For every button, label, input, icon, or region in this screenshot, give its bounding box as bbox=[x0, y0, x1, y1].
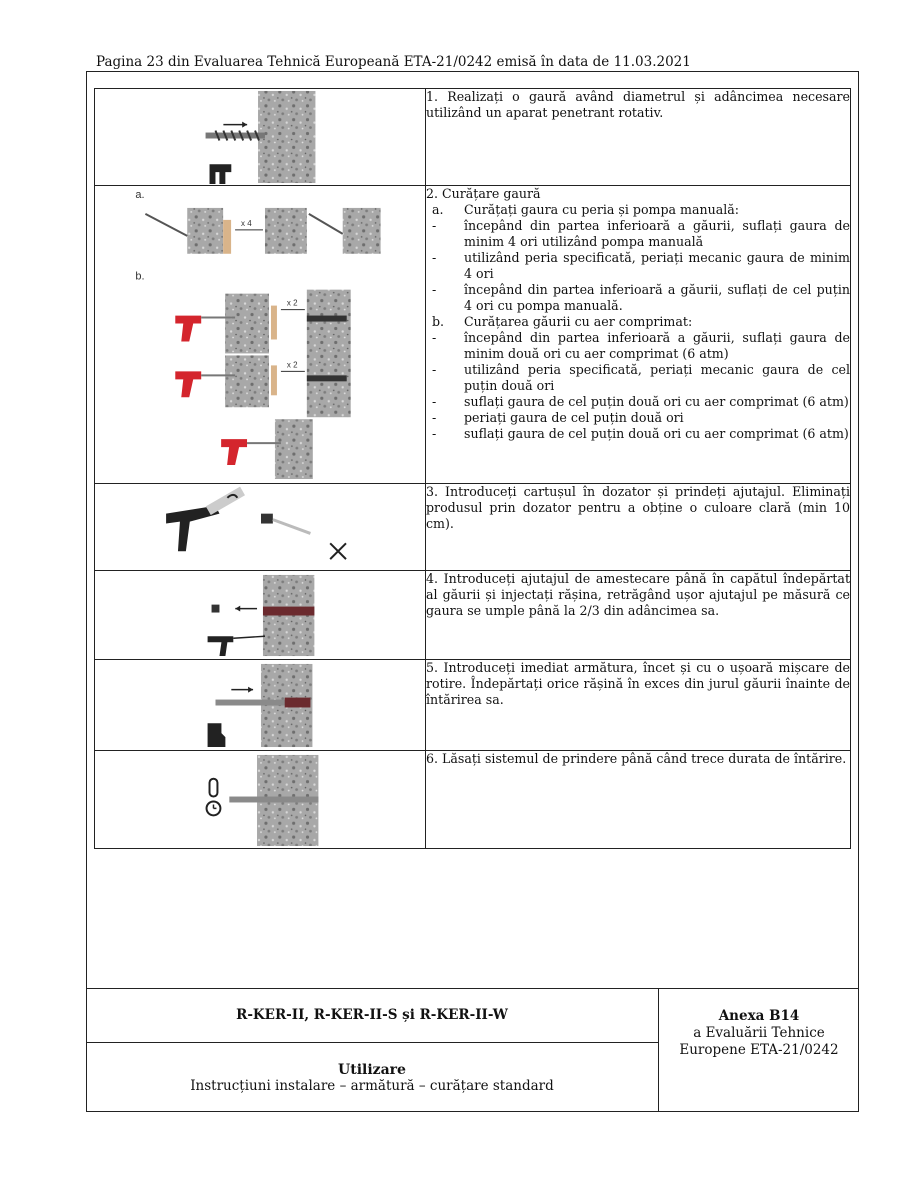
annex-line: a Evaluării Tehnice bbox=[693, 1025, 825, 1041]
list-item-text: suflați gaura de cel puțin două ori cu aer comprimat (6 atm) bbox=[464, 426, 849, 441]
usage-block bbox=[86, 1043, 658, 1112]
bullet-dash: - bbox=[432, 282, 437, 297]
list-item bbox=[426, 250, 850, 282]
count-label: x 4 bbox=[241, 218, 252, 228]
product-name: R-KER-II, R-KER-II-S și R-KER-II-W bbox=[86, 988, 658, 1043]
list-item bbox=[426, 282, 850, 314]
step-6-text-cell bbox=[426, 751, 851, 849]
table-row bbox=[95, 484, 851, 571]
step-2-illustration bbox=[95, 186, 426, 484]
injection-illustration bbox=[95, 571, 425, 659]
step-2-subsection-b bbox=[426, 314, 850, 330]
cleaning-illustration bbox=[95, 186, 425, 483]
document-footer bbox=[86, 988, 859, 1112]
subsection-title: Curățarea găurii cu aer comprimat: bbox=[464, 314, 693, 329]
annex-title: Anexa B14 bbox=[718, 1008, 800, 1024]
steps-table bbox=[94, 88, 851, 849]
step-4-illustration bbox=[95, 571, 426, 660]
list-item bbox=[426, 410, 850, 426]
step-4-text: 4. Introduceți ajutajul de amestecare până în capătul îndepărtat al găurii și injectați rășina, retrăgând ușor ajutajul pe măsură ce gaura se umple până la 2/3 din adâncimea sa. bbox=[426, 571, 850, 618]
list-item bbox=[426, 330, 850, 362]
list-item-text: începând din partea inferioară a găurii, suflați gaura de minim 4 ori utilizând pompa manuală bbox=[464, 218, 850, 249]
list-item-text: utilizând peria specificată, periați mecanic gaura de minim 4 ori bbox=[464, 250, 850, 281]
step-3-text-cell bbox=[426, 484, 851, 571]
list-item-text: începând din partea inferioară a găurii, suflați de cel puțin 4 ori cu pompa manuală. bbox=[464, 282, 850, 313]
step-4-text-cell bbox=[426, 571, 851, 660]
table-row bbox=[95, 660, 851, 751]
list-item bbox=[426, 218, 850, 250]
count-label: x 2 bbox=[286, 360, 298, 370]
table-row bbox=[95, 89, 851, 186]
step-3-text: 3. Introduceți cartușul în dozator și prindeți ajutajul. Eliminați produsul prin dozator pentru a obține o culoare clară (min 10 cm). bbox=[426, 484, 850, 531]
figure-label-a: a. bbox=[135, 188, 145, 201]
table-row bbox=[95, 751, 851, 849]
bullet-dash: - bbox=[432, 218, 437, 233]
count-label: x 2 bbox=[286, 298, 298, 308]
rebar-illustration bbox=[95, 660, 425, 750]
bullet-dash: - bbox=[432, 330, 437, 345]
drill-illustration bbox=[95, 89, 425, 185]
list-marker: b. bbox=[432, 314, 445, 329]
table-row bbox=[95, 571, 851, 660]
dispenser-illustration bbox=[95, 484, 425, 570]
curing-illustration bbox=[95, 751, 425, 848]
step-6-text: 6. Lăsați sistemul de prindere până când trece durata de întărire. bbox=[426, 751, 847, 766]
list-item-text: periați gaura de cel puțin două ori bbox=[464, 410, 684, 425]
step-2-title: 2. Curățare gaură bbox=[426, 186, 541, 201]
usage-title: Utilizare bbox=[338, 1061, 406, 1078]
step-1-text: 1. Realizați o gaură având diametrul și adâncimea necesare utilizând un aparat penetrant rotativ. bbox=[426, 89, 850, 120]
list-item-text: suflați gaura de cel puțin două ori cu aer comprimat (6 atm) bbox=[464, 394, 849, 409]
list-marker: a. bbox=[432, 202, 444, 217]
step-5-text: 5. Introduceți imediat armătura, încet și cu o ușoară mișcare de rotire. Îndepărtați orice rășină în exces din jurul găurii înainte de întărirea sa. bbox=[426, 660, 850, 707]
step-2-text-cell bbox=[426, 186, 851, 484]
list-item bbox=[426, 362, 850, 394]
bullet-dash: - bbox=[432, 426, 437, 441]
step-2-subsection-a bbox=[426, 202, 850, 218]
annex-line: Europene ETA-21/0242 bbox=[679, 1042, 839, 1058]
bullet-dash: - bbox=[432, 394, 437, 409]
step-3-illustration bbox=[95, 484, 426, 571]
bullet-dash: - bbox=[432, 362, 437, 377]
list-item-text: începând din partea inferioară a găurii, suflați gaura de minim două ori cu aer comprimat (6 atm) bbox=[464, 330, 850, 361]
list-item bbox=[426, 426, 850, 442]
table-row bbox=[95, 186, 851, 484]
subsection-title: Curățați gaura cu peria și pompa manuală: bbox=[464, 202, 740, 217]
annex-block bbox=[659, 1008, 859, 1059]
list-item bbox=[426, 394, 850, 410]
figure-label-b: b. bbox=[135, 270, 145, 283]
step-1-text-cell bbox=[426, 89, 851, 186]
bullet-dash: - bbox=[432, 410, 437, 425]
list-item-text: utilizând peria specificată, periați mecanic gaura de cel puțin două ori bbox=[464, 362, 850, 393]
page-header: Pagina 23 din Evaluarea Tehnică Europeană ETA-21/0242 emisă în data de 11.03.2021 bbox=[96, 54, 691, 70]
step-5-illustration bbox=[95, 660, 426, 751]
bullet-dash: - bbox=[432, 250, 437, 265]
step-6-illustration bbox=[95, 751, 426, 849]
step-5-text-cell bbox=[426, 660, 851, 751]
step-1-illustration bbox=[95, 89, 426, 186]
usage-subtitle: Instrucțiuni instalare – armătură – curățare standard bbox=[190, 1077, 554, 1094]
